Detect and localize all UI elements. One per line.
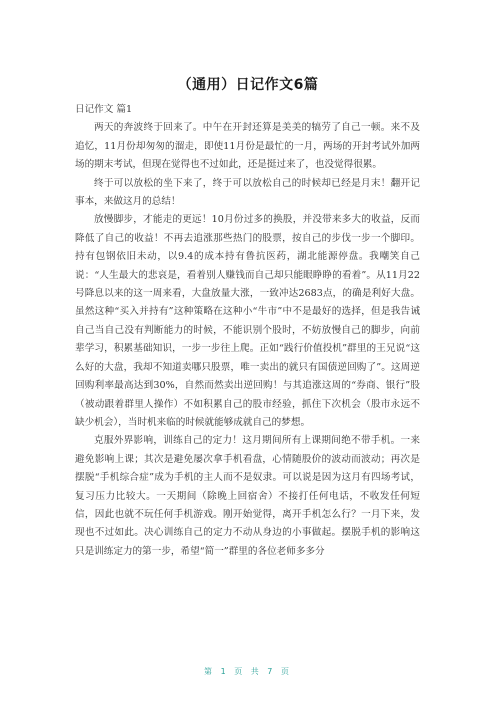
paragraph: 放慢脚步，才能走的更远！10月份过多的换股，并没带来多大的收益，反而降低了自己的收益！不再去追涨那些热门的股票，按自己的步伐一步一个脚印。持有包钢依旧未动，以9.4的成本持有鲁抗医药，湖北能源停盘。我嘲笑自己说：“人生最大的悲哀是，看着别人赚钱而自己却只能眼睁睁的看着”。从11月22号降息以来的这一周来看，大盘放量大涨，一致冲达2683点，的确是利好大盘。虽然这种“买入并持有”这种策略在这种小“牛市”中不是最好的选择，但是我告诫自己当自己没有判断能力的时候，不能识别个股时，不妨放慢自己的脚步，向前辈学习，积累基础知识，一步一步往上爬。正如“践行价值投机”群里的王兄说“这么好的大盘，我却不知道卖哪只股票，唯一卖出的就只有国债逆回购了”。这周逆回购利率最高达到30%，自然而然卖出逆回购！与其追涨这周的“券商、银行”股（被动跟着群里人操作）不如积累自己的股市经验，抓住下次机会（股市永远不缺少机会），当时机来临的时候就能够成就自己的梦想。 [75, 214, 420, 428]
paragraph: 两天的奔波终于回来了。中午在开封还算是美美的犒劳了自己一顿。来不及追忆，11月份却匆匆的溜走，即使11月份是最忙的一月，两场的开封考试外加两场的期末考试，但现在觉得也不过如此，还是挺过来了，也没觉得很累。 [75, 122, 420, 171]
paragraph: 克服外界影响，训练自己的定力！这月期间所有上课期间绝不带手机。一来避免影响上课；其次是避免屡次拿手机看盘，心情随股价的波动而波动；再次是摆脱“手机综合症”成为手机的主人而不是奴隶。可以说是因为这月有四场考试，复习压力比较大。一天期间（除晚上回宿舍）不接打任何电话，不收发任何短信，因此也就不玩任何手机游戏。刚开始觉得，离开手机怎么行？一月下来，发现也不过如此。决心训练自己的定力不动从身边的小事做起。摆脱手机的影响这只是训练定力的第一步，希望“简一”群里的各位老师多多分 [75, 435, 420, 557]
document-body [75, 101, 420, 561]
paragraph: 终于可以放松的坐下来了，终于可以放松自己的时候却已经是月末！翻开记事本，来做这月的总结！ [75, 177, 420, 208]
document-title: （通用）日记作文6篇 [177, 77, 319, 93]
section-label: 日记作文 篇1 [75, 104, 133, 115]
page-number-footer: 第 1 页 共 7 页 [204, 667, 292, 676]
